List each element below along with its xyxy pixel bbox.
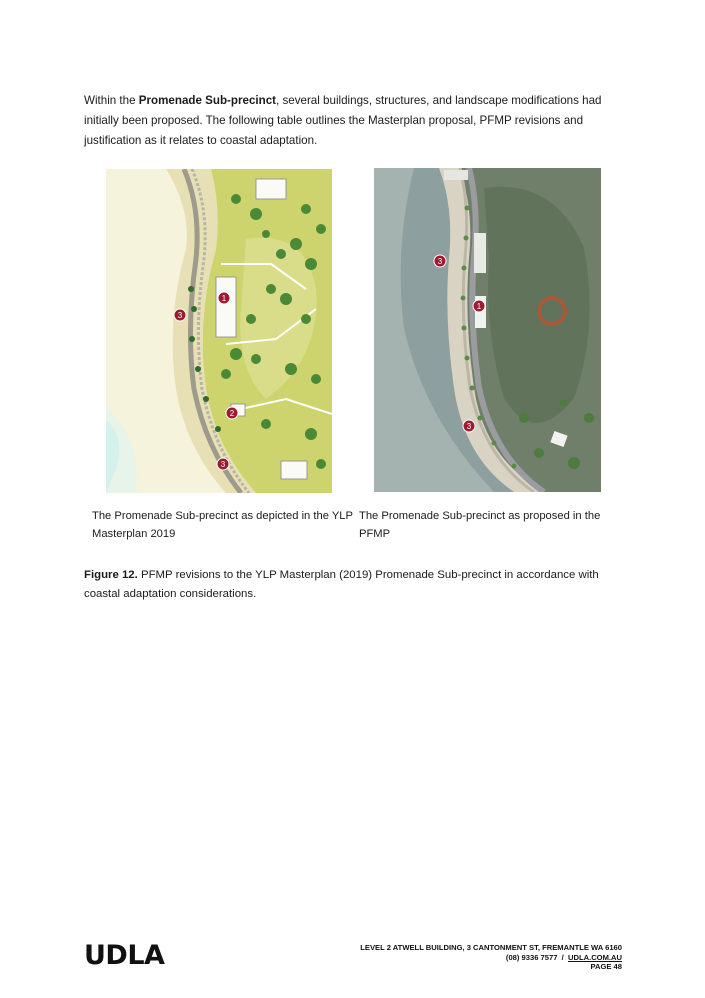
svg-text:2: 2 [229,409,235,418]
intro-text-end: , several buildings, structures, and landscape modifications had initially been proposed. The following table outlines the Masterplan proposal, PFMP revisions and justification as it relates to coastal adaptation. [84,94,602,147]
udla-logo: UDLA [84,940,165,971]
figure-caption-text: PFMP revisions to the YLP Masterplan (2019) Promenade Sub-precinct in accordance with coastal adaptation considerations. [84,569,599,600]
map-marker [217,458,229,470]
masterplan-illustration [106,169,332,493]
map-marker [174,309,186,321]
footer-contact-line [360,953,622,963]
map-marker [473,300,485,312]
footer-phone: (08) 9336 7577 [505,952,558,962]
svg-text:1: 1 [221,294,227,303]
footer-contact [360,943,622,972]
intro-text-start: Within the [84,94,139,107]
right-image-caption: The Promenade Sub-precinct as proposed in the PFMP [359,510,601,540]
footer-separator: / [557,952,568,962]
intro-paragraph [84,91,624,151]
svg-text:3: 3 [220,460,226,469]
footer-website-link[interactable]: UDLA.COM.AU [568,952,622,962]
pfmp-aerial-image [374,168,601,492]
intro-bold-term: Promenade Sub-precinct [138,94,277,107]
footer-address: LEVEL 2 ATWELL BUILDING, 3 CANTONMENT ST, FREMANTLE WA 6160 [360,943,622,952]
figure-label: Figure 12. [84,569,138,581]
map-marker [218,292,230,304]
svg-text:3: 3 [177,311,183,320]
page-number: PAGE 48 [590,962,622,971]
figure-caption [84,566,624,604]
map-marker [226,407,238,419]
map-marker [434,255,446,267]
map-marker [463,420,475,432]
svg-text:3: 3 [437,257,443,266]
svg-text:3: 3 [466,422,472,431]
left-image-caption: The Promenade Sub-precinct as depicted in the YLP Masterplan 2019 [92,510,353,540]
svg-text:1: 1 [476,302,482,311]
